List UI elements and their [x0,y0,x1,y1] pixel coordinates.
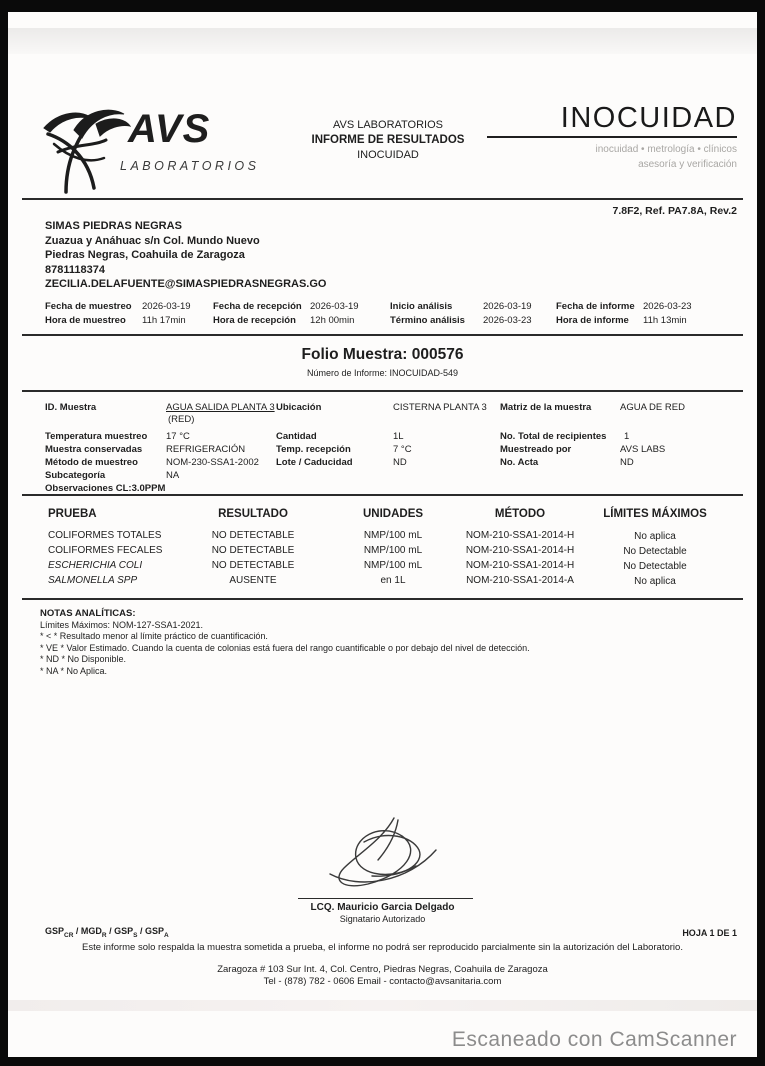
notes-title: NOTAS ANALÍTICAS: [40,608,136,619]
footer-address: Zaragoza # 103 Sur Int. 4, Col. Centro, Piedras Negras, Coahuila de Zaragoza [217,964,548,975]
result-test-name: COLIFORMES FECALES [48,545,163,556]
sample-field-label: Matriz de la muestra [500,402,592,413]
client-block [45,219,326,292]
result-method: NOM-210-SSA1-2014-H [465,545,575,556]
result-value: NO DETECTABLE [211,560,295,571]
time-value: 11h 13min [643,314,687,326]
signatory-title: Signatario Autorizado [339,914,426,924]
notes-line: * NA * No Aplica. [40,665,108,676]
client-phone: 8781118374 [45,263,105,276]
sample-field-value: 1L [393,431,404,442]
signature-scribble-icon [306,816,466,896]
col-header-limites: LÍMITES MÁXIMOS [603,508,707,520]
time-label: Hora de informe [556,314,629,326]
sample-field-value: NOM-230-SSA1-2002 [166,457,259,468]
scan-artifact-edge [8,1000,757,1011]
dates-group-sampling [45,300,191,327]
date-value: 2026-03-23 [483,314,532,326]
sample-field-value: CISTERNA PLANTA 3 [393,402,487,413]
dates-group-analysis [390,300,532,327]
sample-divider [22,494,743,496]
brand-title: INOCUIDAD [560,102,737,134]
folio-subtitle: Número de Informe: INOCUIDAD-549 [306,368,459,378]
footer-codes: $GSP_{CR} / MGD_R / GSP_S / GSP_A$ [45,926,169,939]
date-value: 2026-03-19 [483,301,532,312]
result-limit: No aplica [634,531,676,542]
sample-field-label: No. Acta [500,457,539,468]
dates-group-reception [213,300,359,327]
notes-line: Límites Máximos: NOM-127-SSA1-2021. [40,619,204,630]
sample-field-label: No. Total de recipientes [500,431,607,442]
sample-field-label: Método de muestreo [45,457,138,468]
sample-field-label: Temperatura muestreo [45,431,148,442]
sample-observations: Observaciones CL:3.0PPM [45,483,166,494]
doc-reference: 7.8F2, Ref. PA7.8A, Rev.2 [612,205,737,217]
sample-field-value: ND [620,457,634,468]
result-units: en 1L [380,575,406,586]
sample-field-value: NA [166,470,180,481]
date-label: Fecha de informe [556,301,635,312]
client-name: SIMAS PIEDRAS NEGRAS [45,220,182,232]
result-limit: No Detectable [623,561,687,572]
logo-wordmark: AVS [128,107,211,151]
result-test-name: COLIFORMES TOTALES [48,530,162,541]
sample-id-value-2: (RED) [168,414,195,425]
result-units: NMP/100 mL [363,530,423,541]
sample-field-value: AGUA DE RED [620,402,685,413]
report-page [8,12,757,1057]
brand-tagline-2: asesoría y verificación [638,159,737,170]
folio-title: Folio Muestra: 000576 [301,346,464,363]
date-label: Fecha de recepción [213,301,302,312]
header-lab-name: AVS LABORATORIOS [332,119,444,131]
sample-field-label: Lote / Caducidad [276,457,353,468]
result-method: NOM-210-SSA1-2014-H [465,560,575,571]
signatory-name: LCQ. Mauricio Garcia Delgado [310,902,455,913]
date-value: 2026-03-19 [310,301,359,312]
analytical-notes [40,608,530,677]
dates-divider [22,334,743,336]
signature-line [298,898,473,899]
avs-logo-icon [36,100,131,200]
date-value: 2026-03-23 [643,301,692,312]
camscanner-watermark: Escaneado con CamScanner [451,1028,737,1051]
date-label: Fecha de muestreo [45,301,132,312]
result-value: NO DETECTABLE [211,545,295,556]
result-method: NOM-210-SSA1-2014-H [465,530,575,541]
sample-field-value: 7 °C [393,444,412,455]
brand-block [487,102,737,172]
result-limit: No aplica [634,576,676,587]
date-value: 2026-03-19 [142,301,191,312]
result-test-name: SALMONELLA SPP [48,575,138,586]
dates-group-report [556,300,692,327]
sample-field-label: Cantidad [276,431,317,442]
notes-line: * ND * No Disponible. [40,654,127,664]
time-value: 11h 17min [142,314,186,326]
col-header-metodo: MÉTODO [494,508,546,520]
sample-id-value: AGUA SALIDA PLANTA 3 [166,402,275,413]
footer-disclaimer: Este informe solo respalda la muestra sometida a prueba, el informe no podrá ser reproducido parcialmente sin la autorización del Laboratorio. [82,942,683,953]
sample-field-label: Temp. recepción [276,444,351,455]
sample-id-label: ID. Muestra [45,402,97,413]
footer-contact: Tel - (878) 782 - 0606 Email - contacto@avsanitaria.com [263,976,502,987]
result-value: NO DETECTABLE [211,530,295,541]
result-units: NMP/100 mL [363,560,423,571]
sample-field-label: Muestra conservadas [45,444,143,455]
header-report-subtitle: INOCUIDAD [357,149,419,161]
sample-field-value: ND [393,457,407,468]
col-header-prueba: PRUEBA [48,508,97,520]
sample-field-value: 1 [624,431,630,442]
client-email: ZECILIA.DELAFUENTE@SIMASPIEDRASNEGRAS.GO [45,278,327,290]
folio-divider [22,390,743,392]
client-address-2: Piedras Negras, Coahuila de Zaragoza [45,249,245,261]
sample-field-value: REFRIGERACIÓN [166,444,246,455]
brand-underline [487,136,737,138]
sample-field-label: Subcategoría [45,470,106,481]
result-units: NMP/100 mL [363,545,423,556]
brand-tagline-1: inocuidad • metrología • clínicos [595,144,737,155]
header-divider [22,198,743,200]
time-label: Hora de muestreo [45,314,126,326]
col-header-unidades: UNIDADES [362,508,424,520]
result-test-name: ESCHERICHIA COLI [48,560,143,571]
time-label: Hora de recepción [213,314,296,326]
scan-artifact-band [8,28,757,54]
client-address-1: Zuazua y Anáhuac s/n Col. Mundo Nuevo [45,234,260,247]
results-divider [22,598,743,600]
sample-field-value: 17 °C [166,431,190,442]
sample-field-value: AVS LABS [620,444,666,455]
result-method: NOM-210-SSA1-2014-A [466,575,574,586]
header-report-title: INFORME DE RESULTADOS [311,134,465,146]
result-limit: No Detectable [623,546,687,557]
sample-field-label: Ubicación [276,402,322,413]
date-label: Inicio análisis [390,301,453,312]
logo-subtext: LABORATORIOS [120,159,260,173]
col-header-resultado: RESULTADO [218,508,288,520]
sample-field-label: Muestreado por [500,444,572,455]
notes-line: * < * Resultado menor al límite práctico de cuantificación. [40,631,268,641]
page-number: HOJA 1 DE 1 [682,928,737,938]
date-label: Término análisis [390,314,465,326]
notes-line: * VE * Valor Estimado. Cuando la cuenta de colonias está fuera del rango cuantificable o por debajo del nivel de detección. [40,642,530,653]
result-value: AUSENTE [229,575,277,586]
time-value: 12h 00min [310,314,355,326]
